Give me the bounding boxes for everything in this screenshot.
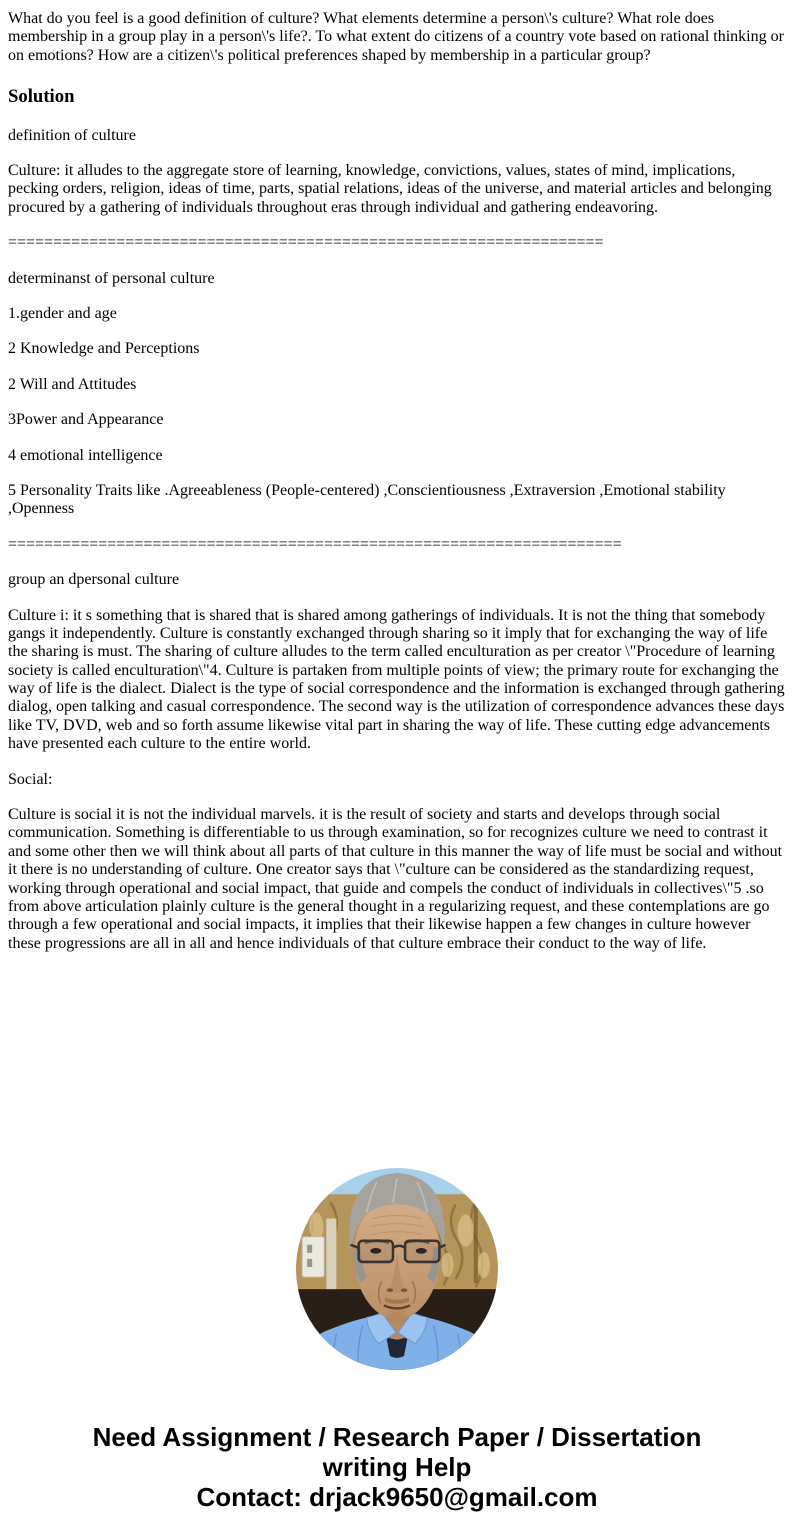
avatar-switchboard	[302, 1237, 324, 1277]
determinant-item-4: 3Power and Appearance	[8, 411, 164, 429]
avatar-door-frame	[326, 1219, 336, 1294]
definition-heading-text: definition of culture	[8, 126, 136, 144]
determinants-heading-text: determinanst of personal culture	[8, 269, 215, 287]
footer-line: Need Assignment / Research Paper / Dissertation	[92, 1421, 702, 1452]
footer-line: writing Help	[322, 1451, 472, 1482]
determinant-item-2: 2 Knowledge and Perceptions	[8, 340, 200, 358]
social-label: Social:	[8, 770, 53, 788]
question-text: What do you feel is a good definition of culture? What elements determine a person\'s culture? What role does membership in a group play in a person\'s life?. To what extent do citizens of a country vote based on rational thinking or on emotions? How are a citizen\'s political preferences shaped by membership in a particular group?	[8, 10, 784, 64]
group-culture-heading-text: group an dpersonal culture	[8, 571, 180, 589]
definition-paragraph: Culture: it alludes to the aggregate store of learning, knowledge, convictions, values, states of mind, implications, pecking orders, religion, ideas of time, parts, spatial relations, ideas of the universe, and material articles and belonging procured by a gathering of individuals throughout eras through individual and gathering endeavoring.	[8, 162, 772, 216]
tutor-avatar-image	[296, 1168, 498, 1370]
determinant-item-1: 1.gender and age	[8, 305, 117, 323]
determinant-item-3: 2 Will and Attitudes	[8, 375, 137, 393]
separator-line: ==================================================================	[8, 234, 604, 252]
avatar-container	[8, 1168, 786, 1375]
footer-contact-email: Contact: drjack9650@gmail.com	[196, 1481, 598, 1512]
solution-heading: Solution	[8, 86, 75, 108]
determinant-item-5: 4 emotional intelligence	[8, 446, 163, 464]
determinant-item-6: 5 Personality Traits like .Agreeableness (People-centered) ,Conscientiousness ,Extraversion ,Emotional stability ,Openness	[8, 481, 726, 518]
shared-culture-paragraph: Culture i: it s something that is shared that is shared among gatherings of individuals. It is not the thing that somebody gangs it independently. Culture is constantly exchanged through sharing so it imply that for exchanging the way of life the sharing is must. The sharing of culture alludes to the term called enculturation as per creator \"Procedure of learning society is called enculturation\"4. Culture is partaken from multiple points of view; the primary route for exchanging the way of life is the dialect. Dialect is the type of social correspondence and the information is exchanged through gathering dialog, open talking and casual correspondence. The second way is the utilization of correspondence advances these days like TV, DVD, web and so forth assume likewise vital part in sharing the way of life. These cutting edge advancements have presented each culture to the entire world.	[8, 606, 785, 753]
footer-help-banner	[8, 1422, 786, 1512]
separator-line: ====================================================================	[8, 535, 622, 553]
social-culture-paragraph: Culture is social it is not the individual marvels. it is the result of society and starts and develops through social communication. Something is differentiable to us through examination, so for recognizes culture we need to contrast it and some other then we will think about all parts of that culture in this manner the way of life must be social and without it there is no understanding of culture. One creator says that \"culture can be considered as the standardizing request, working through operational and social impact, that guide and compels the conduct of individuals in collectives\"5 .so from above articulation plainly culture is the general thought in a regularizing request, and these contemplations are go through a few operational and social impacts, it implies that their likewise happen a few changes in culture however these progressions are all in all and hence individuals of that culture embrace their conduct to the way of life.	[8, 806, 783, 952]
